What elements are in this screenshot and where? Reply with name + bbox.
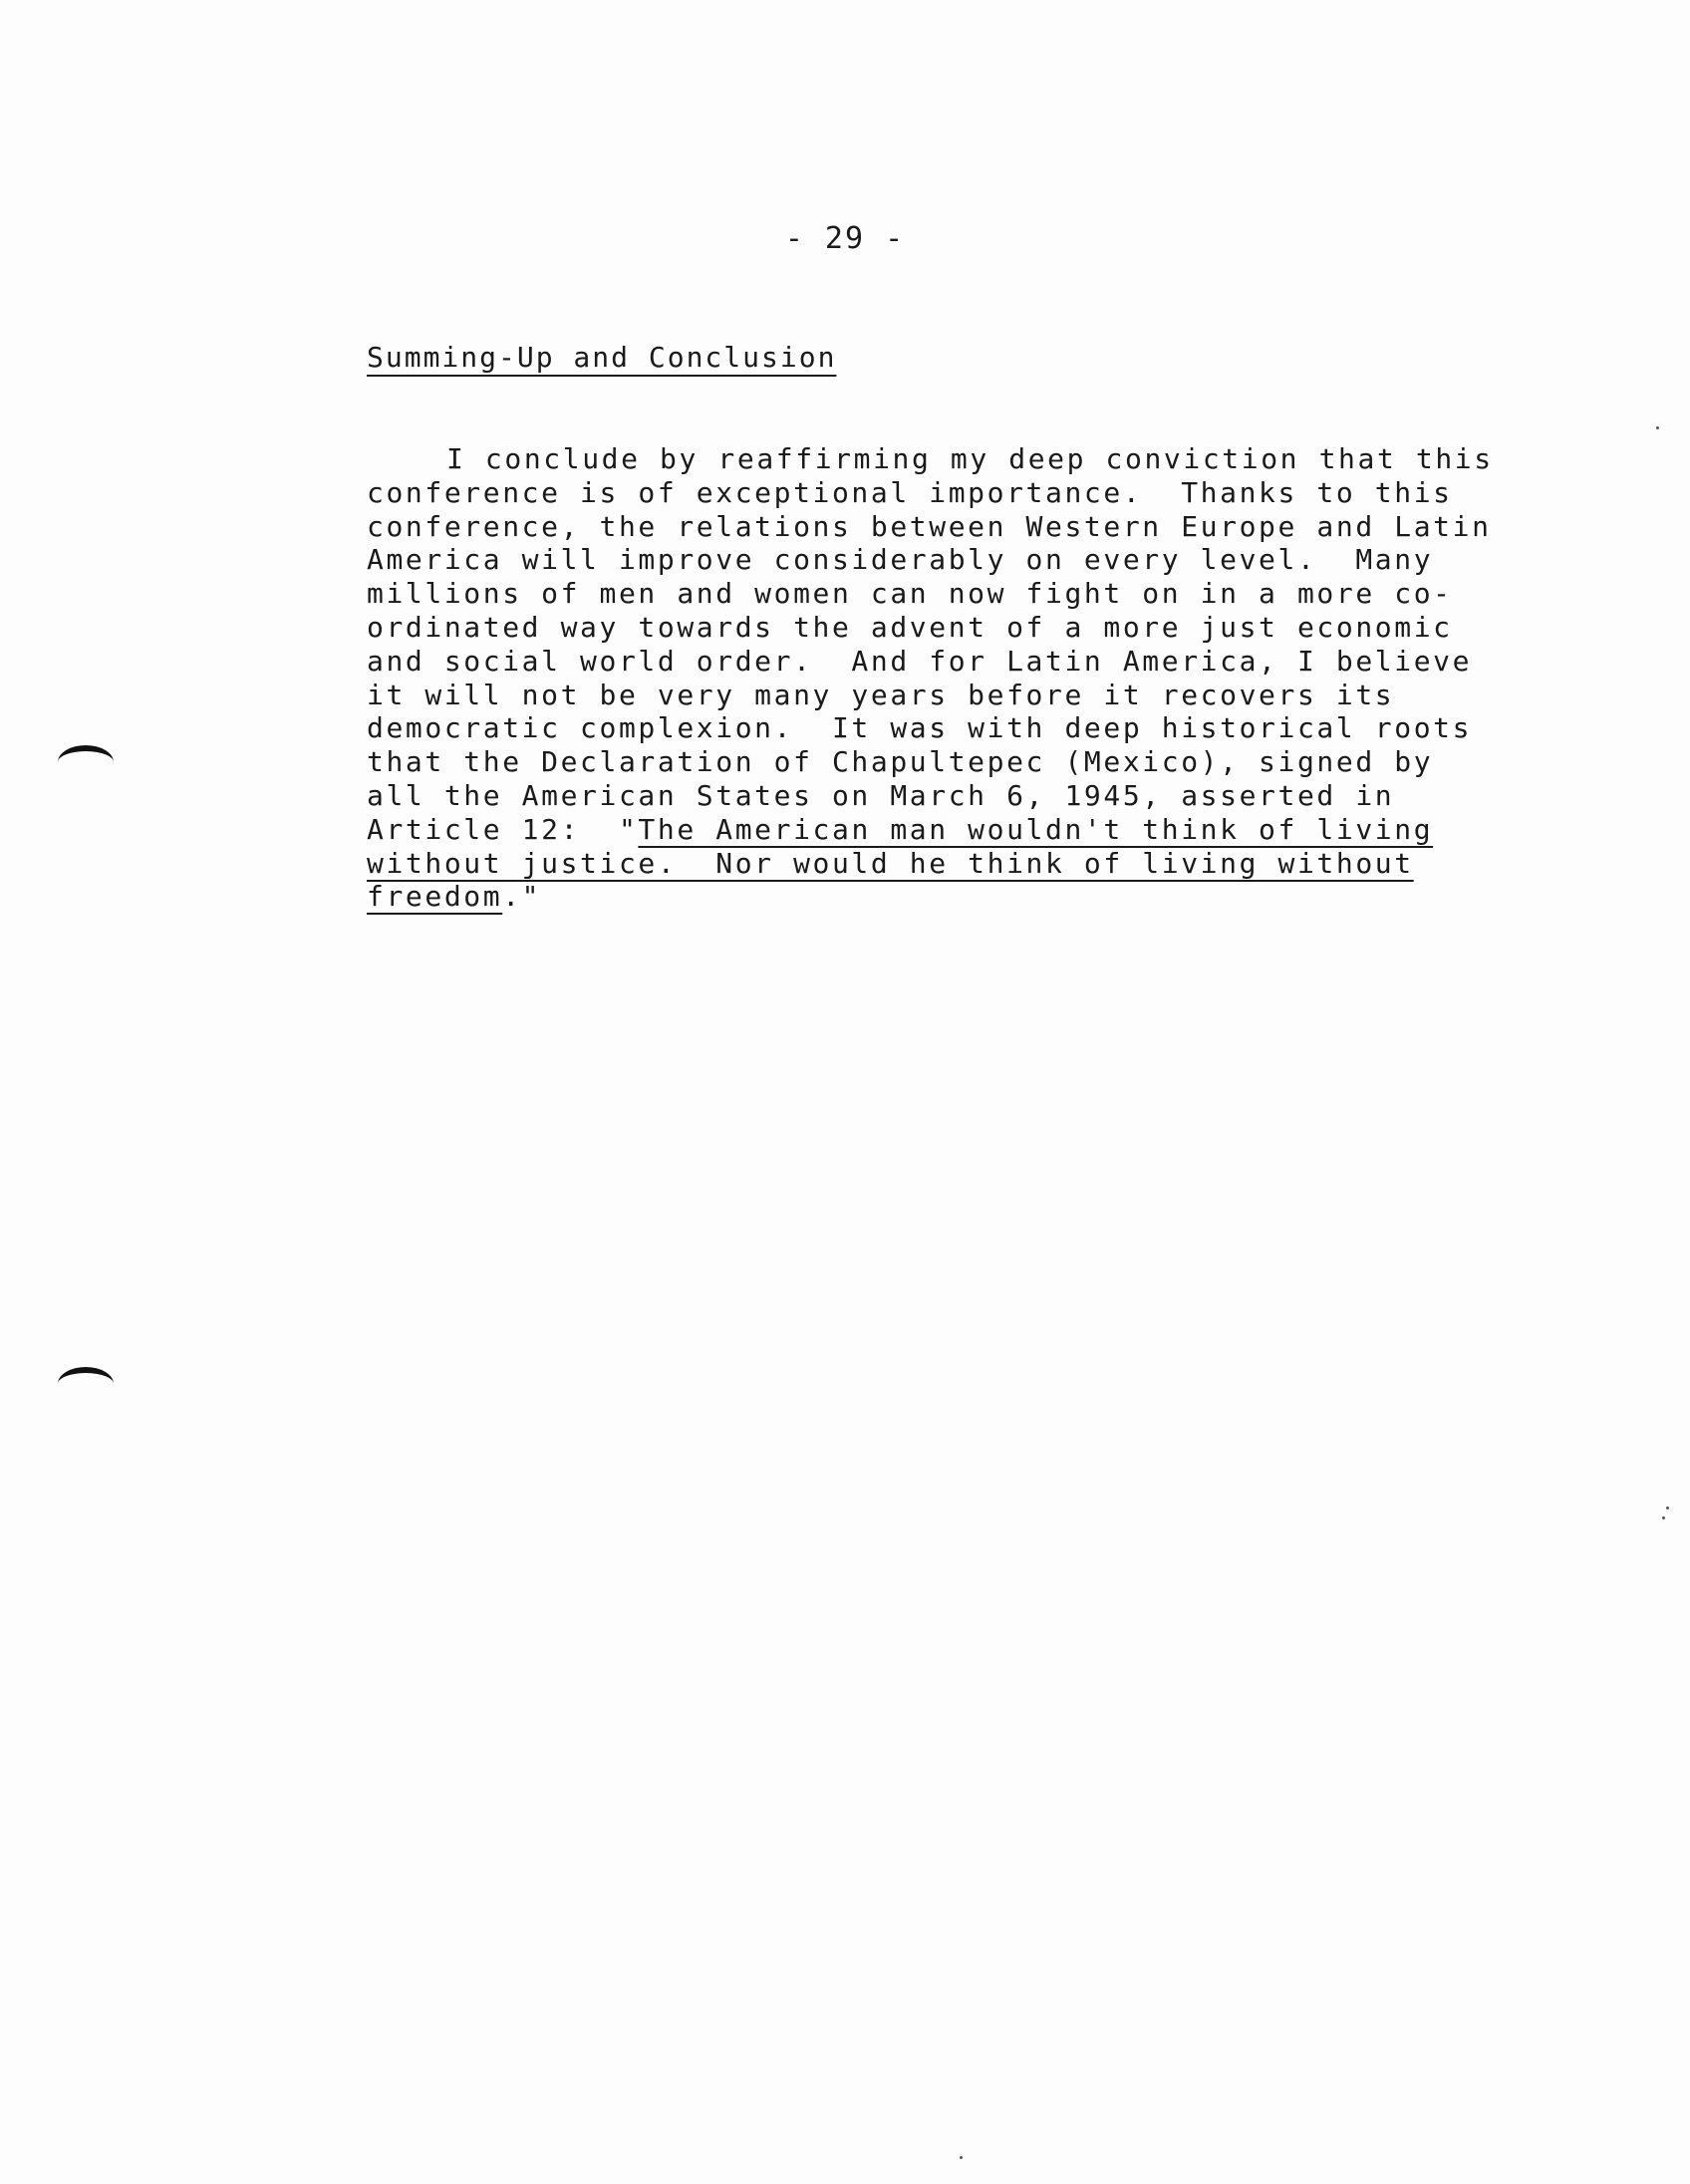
scan-speck <box>1662 1516 1665 1519</box>
scan-speck <box>960 2156 963 2159</box>
paragraph-line: democratic complexion. It was with deep historical roots <box>367 711 1473 745</box>
underlined-quote: without justice. Nor would he think of living without <box>367 846 1414 880</box>
paragraph-line: it will not be very many years before it recovers its <box>367 678 1395 711</box>
body-paragraph <box>367 442 1543 914</box>
quote-lead-in: Article 12: " <box>367 812 639 846</box>
underlined-quote: The American man wouldn't think of living <box>638 812 1434 846</box>
paragraph-line <box>367 847 1543 881</box>
paragraph-line: America will improve considerably on every level. Many <box>367 543 1434 577</box>
paragraph-line: and social world order. And for Latin America, I believe <box>367 644 1473 678</box>
punch-hole-mark <box>58 745 114 779</box>
paragraph-line: that the Declaration of Chapultepec (Mexico), signed by <box>367 745 1434 779</box>
underlined-quote: freedom <box>367 880 503 914</box>
paragraph-line: conference is of exceptional importance. Thanks to this <box>367 475 1453 509</box>
page-number: - 29 - <box>784 221 906 256</box>
paragraph-line: I conclude by reaffirming my deep conviction that this <box>446 442 1494 475</box>
paragraph-line: conference, the relations between Western Europe and Latin <box>367 509 1492 543</box>
punch-hole-mark <box>58 1367 114 1401</box>
paragraph-line <box>367 880 1543 914</box>
paragraph-line: millions of men and women can now fight on in a more co- <box>367 577 1453 611</box>
scan-speck <box>1656 426 1659 429</box>
paragraph-line: all the American States on March 6, 1945, asserted in <box>367 778 1395 812</box>
paragraph-line <box>367 813 1543 847</box>
paragraph-line: ordinated way towards the advent of a more just economic <box>367 610 1453 644</box>
quote-close: ." <box>502 880 542 914</box>
scan-speck <box>1666 1506 1669 1509</box>
section-heading: Summing-Up and Conclusion <box>367 341 837 374</box>
